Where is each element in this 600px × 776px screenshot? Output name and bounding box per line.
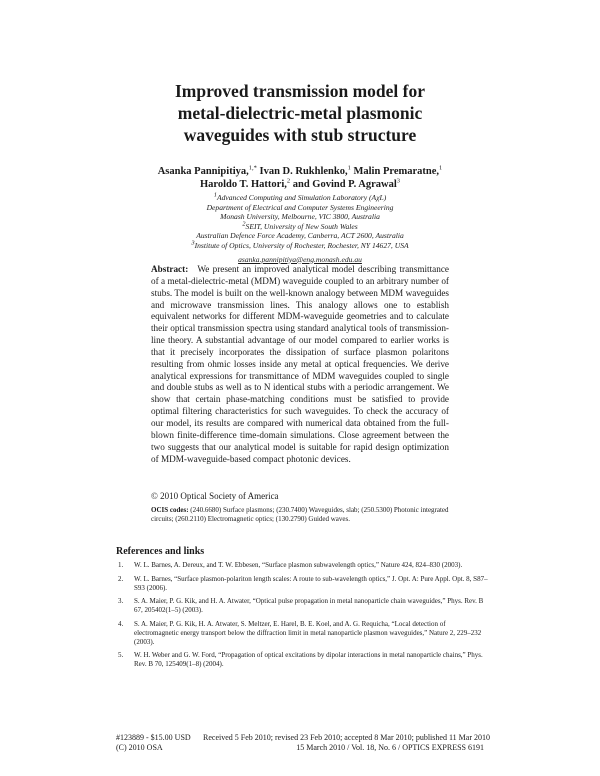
journal-citation: 15 March 2010 / Vol. 18, No. 6 / OPTICS EXPRESS 6191 (296, 743, 484, 752)
affiliations (90, 193, 510, 264)
osa-copyright: (C) 2010 OSA (116, 743, 163, 752)
reference-number: 5. (118, 651, 124, 659)
references-heading: References and links (116, 546, 205, 557)
copyright-notice: © 2010 Optical Society of America (151, 491, 279, 501)
author-name: and Govind P. Agrawal (292, 179, 397, 190)
affiliation-line: Australian Defence Force Academy, Canberra, ACT 2600, Australia (196, 231, 404, 241)
reference-item (118, 561, 488, 570)
title-line: metal-dielectric-metal plasmonic (177, 103, 423, 123)
author-line (90, 178, 510, 191)
footer-line (116, 733, 490, 742)
reference-item (118, 620, 488, 647)
footer-line (116, 743, 484, 752)
reference-item (118, 597, 488, 615)
article-id-price: #123889 - $15.00 USD (116, 733, 191, 742)
author-affil-mark: 2 (286, 177, 291, 185)
author-line (90, 165, 510, 178)
author-name: Haroldo T. Hattori, (199, 179, 287, 190)
reference-number: 3. (118, 597, 124, 605)
reference-text: W. L. Barnes, A. Dereux, and T. W. Ebbesen, “Surface plasmon subwavelength optics,” Nature 424, 824–830 (2003). (134, 561, 463, 569)
reference-text: W. H. Weber and G. W. Ford, “Propagation of optical excitations by dipolar interactions in metal nanoparticle chains,” Phys. Rev. B 70, 125409(1–8) (2004). (134, 651, 483, 668)
affiliation-line: $^1$Advanced Computing and Simulation Laboratory (AχL) (213, 191, 387, 202)
paper-title (100, 80, 500, 146)
author-list (90, 165, 510, 191)
title-line: Improved transmission model for (174, 81, 426, 101)
affiliation-line: Monash University, Melbourne, VIC 3800, Australia (220, 212, 380, 222)
author-affil-mark: 1 (439, 164, 443, 172)
author-affil-mark: 3 (396, 177, 401, 185)
corresponding-email-link[interactable]: asanka.pannipitiya@eng.monash.edu.au (238, 254, 362, 264)
affiliation-line: $^2$SEIT, University of New South Wales (242, 220, 358, 231)
affiliation-line: Department of Electrical and Computer Systems Engineering (206, 202, 394, 212)
author-name: Asanka Pannipitiya, (157, 166, 249, 177)
ocis-heading: OCIS codes: (151, 506, 189, 514)
author-affil-mark: 1 (347, 164, 351, 172)
reference-text: S. A. Maier, P. G. Kik, H. A. Atwater, S. Meltzer, E. Harel, B. E. Koel, and A. G. Requicha, “Local detection of electromagnetic energy transport below the diffraction limit in metal nanoparticle plasmon waveguides,” Nature 2, 229–232 (2003). (134, 619, 482, 646)
abstract (151, 264, 449, 465)
abstract-heading: Abstract: (151, 264, 189, 274)
ocis-codes (151, 506, 451, 524)
reference-text: W. L. Barnes, “Surface plasmon-polariton length scales: A route to sub-wavelength optics,” J. Opt. A: Pure Appl. Opt. 8, S87–S93 (2006). (134, 574, 488, 592)
publication-dates: Received 5 Feb 2010; revised 23 Feb 2010; accepted 8 Mar 2010; published 11 Mar 2010 (203, 733, 490, 742)
affiliation-line: $^3$Institute of Optics, University of Rochester, Rochester, NY 14627, USA (191, 239, 409, 250)
reference-text: S. A. Maier, P. G. Kik, and H. A. Atwater, “Optical pulse propagation in metal nanoparticle chain waveguides,” Phys. Rev. B 67, 205402(1–5) (2003). (134, 597, 484, 614)
reference-number: 1. (118, 561, 124, 569)
abstract-text: We present an improved analytical model describing transmittance of a metal-dielectric-metal (MDM) waveguide coupled to an arbitrary number of stubs. The model is built on the well-known analogy between MDM waveguides and microwave transmission lines. This analogy allows one to establish equivalent networks for different MDM-waveguide geometries and to calculate their optical transmission spectra using standard analytical tools of transmission-line theory. A substantial advantage of our model compared to earlier works is that it precisely incorporates the dissipation of surface plasmon polaritons resulting from ohmic losses inside any metal at optical frequencies. We derive analytical expressions for transmittance of MDM waveguides coupled to single and double stubs as well as to N identical stubs with a periodic arrangement. We show that certain phase-matching conditions must be satisfied to provide optimal filtering characteristics for such waveguides. To check the accuracy of our model, its results are compared with numerical data obtained from the full-blown finite-difference time-domain simulations. Close agreement between the two suggests that our analytical model is suitable for rapid design optimization of MDM-waveguide-based compact photonic devices. (151, 264, 449, 464)
reference-number: 4. (118, 619, 124, 628)
ocis-text: (240.6680) Surface plasmons; (230.7400) Waveguides, slab; (250.5300) Photonic integrated circuits; (260.2110) Electromagnetic optics; (130.2790) Guided waves. (151, 506, 449, 523)
reference-number: 2. (118, 574, 124, 583)
reference-list (118, 561, 488, 674)
author-name: Malin Premaratne, (353, 166, 440, 177)
author-name: Ivan D. Rukhlenko, (259, 166, 348, 177)
reference-item (118, 575, 488, 593)
title-line: waveguides with stub structure (183, 125, 417, 145)
author-affil-mark: 1,* (248, 164, 257, 172)
reference-item (118, 651, 488, 669)
